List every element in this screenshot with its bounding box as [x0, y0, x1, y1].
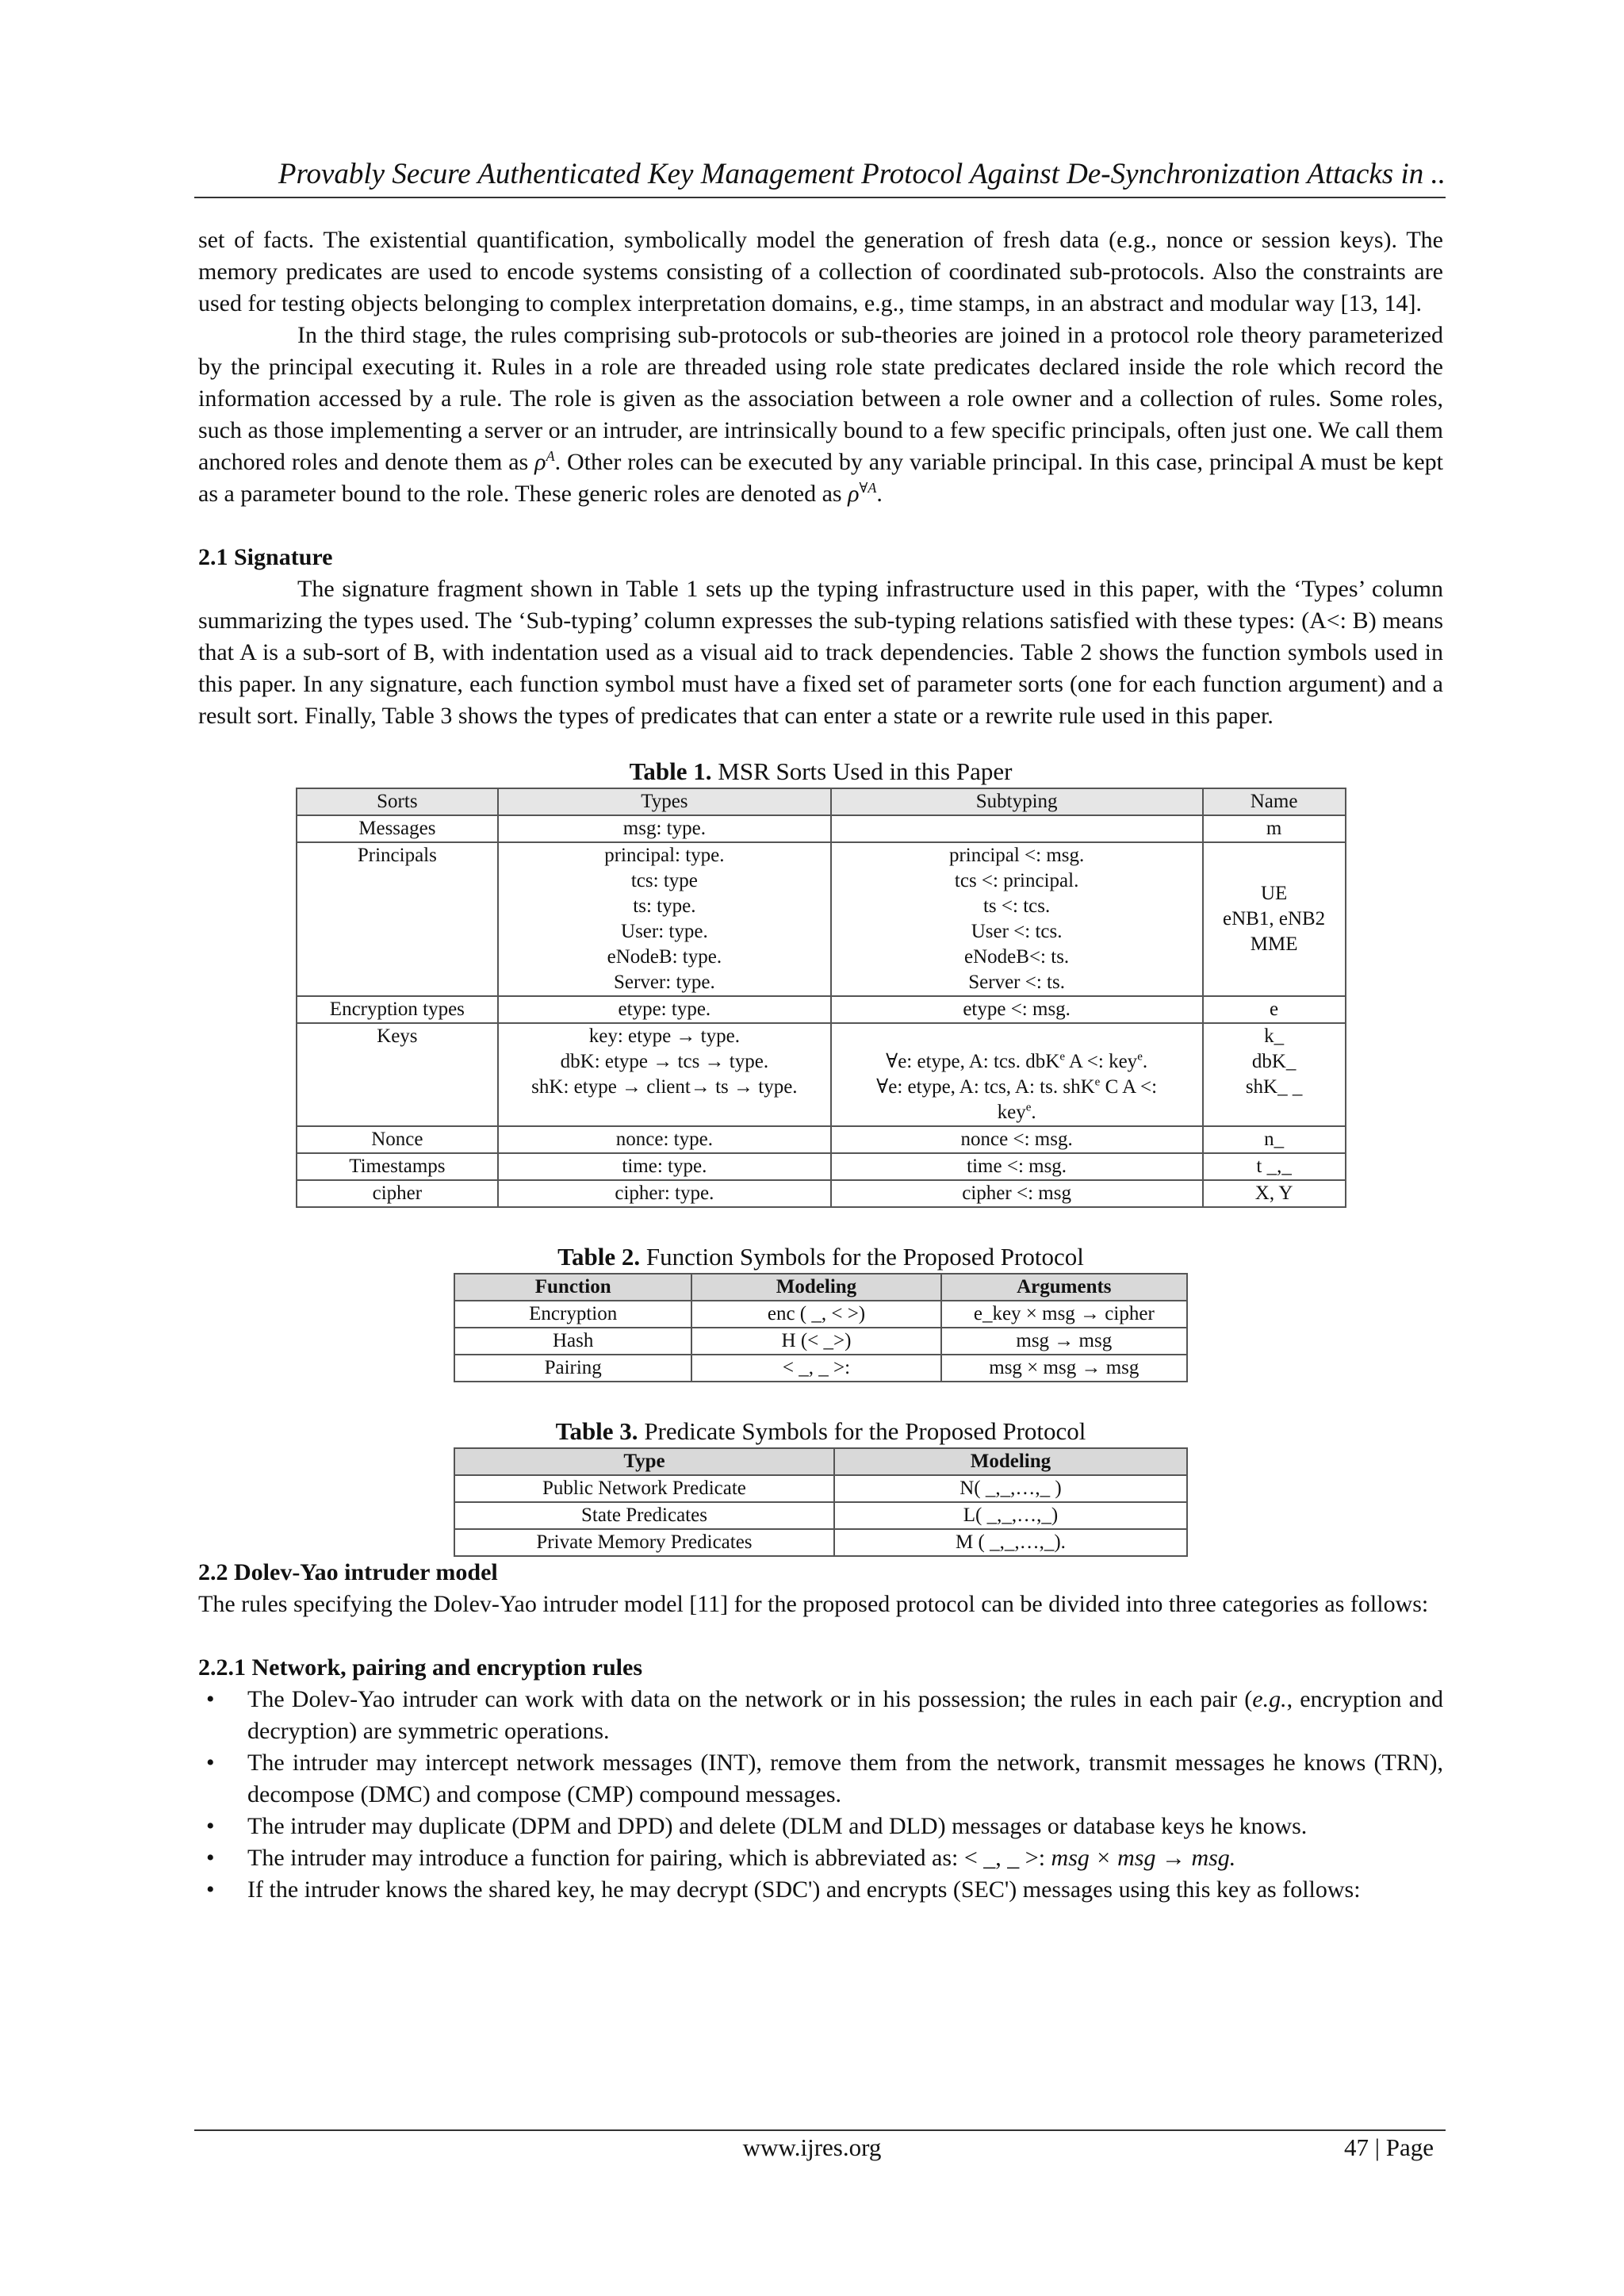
cell-line: Server <: ts.: [968, 972, 1065, 993]
table-1-header-types: Types: [498, 788, 830, 815]
list-item: • The intruder may intercept network messages (INT), remove them from the network, transmit messages he knows (TRN), decompose (DMC) and compose (CMP) compound messages.: [198, 1747, 1443, 1811]
section-heading-2-2: 2.2 Dolev-Yao intruder model: [198, 1559, 498, 1585]
table-cell: Principals: [297, 842, 499, 996]
cell-line: Server: type.: [614, 972, 715, 993]
table-cell: [1203, 1023, 1346, 1126]
page-number: 47 | Page: [1344, 2133, 1434, 2161]
cell-line: eNB1, eNB2: [1223, 908, 1326, 930]
table-cell: etype: type.: [498, 996, 830, 1023]
cell-fragment: .: [1142, 1051, 1148, 1072]
table-cell: Hash: [454, 1328, 691, 1355]
paragraph-2: [198, 320, 1443, 510]
rho-symbol: ρ: [534, 449, 546, 475]
table-1-header-row: [297, 788, 1346, 815]
cell-fragment: ∀e: etype, A: tcs. dbK: [886, 1051, 1060, 1072]
section-heading-2-1: 2.1 Signature: [198, 544, 333, 570]
table-cell: [831, 815, 1203, 842]
section-2-2-paragraph: The rules specifying the Dolev-Yao intruder model [11] for the proposed protocol can be divided into three categories as follows:: [198, 1591, 1429, 1617]
table-cell: t _,_: [1203, 1153, 1346, 1180]
cell-line: dbK: etype → tcs → type.: [560, 1051, 769, 1072]
table-cell: m: [1203, 815, 1346, 842]
cell-sup: e: [1059, 1050, 1065, 1064]
table-1-caption: [198, 756, 1443, 788]
table-cell: Keys: [297, 1023, 499, 1126]
table-1-caption-text: MSR Sorts Used in this Paper: [711, 757, 1013, 785]
cell-line: [835, 1075, 1199, 1100]
cell-line: k_: [1264, 1025, 1285, 1047]
table-1: [296, 788, 1346, 1208]
table-3-header-modeling: Modeling: [834, 1448, 1187, 1475]
list-item: • The intruder may duplicate (DPM and DPD) and delete (DLM and DLD) messages or database keys he knows.: [198, 1811, 1443, 1842]
table-cell: [498, 842, 830, 996]
table-cell: N( _,_,…,_ ): [834, 1475, 1187, 1502]
cell-sup: e: [1025, 1101, 1032, 1114]
cell-fragment: .: [1031, 1102, 1036, 1123]
table-cell: Encryption: [454, 1301, 691, 1328]
footer-url: www.ijres.org: [742, 2133, 882, 2161]
table-3-caption-label: Table 3.: [555, 1417, 638, 1445]
table-cell: Encryption types: [297, 996, 499, 1023]
cell-line: ts: type.: [633, 895, 696, 917]
table-2: [454, 1273, 1188, 1382]
table-cell: cipher <: msg: [831, 1180, 1203, 1207]
table-cell: [498, 1023, 830, 1126]
table-row: [454, 1502, 1187, 1529]
table-1-header-name: Name: [1203, 788, 1346, 815]
list-item: [198, 1684, 1443, 1747]
table-cell: Private Memory Predicates: [454, 1529, 834, 1556]
cell-line: principal: type.: [604, 845, 725, 866]
table-row: [297, 815, 1346, 842]
table-3-caption-text: Predicate Symbols for the Proposed Protocol: [638, 1417, 1086, 1445]
paragraph-2-end: .: [876, 481, 883, 507]
table-cell: Public Network Predicate: [454, 1475, 834, 1502]
table-cell: X, Y: [1203, 1180, 1346, 1207]
table-cell: msg: type.: [498, 815, 830, 842]
cell-fragment: A <: key: [1065, 1051, 1138, 1072]
table-2-header-function: Function: [454, 1274, 691, 1301]
cell-line: User: type.: [621, 921, 708, 942]
cell-sup: e: [1137, 1050, 1143, 1064]
bullet-list: [198, 1684, 1443, 1906]
cell-fragment: key: [997, 1102, 1026, 1123]
list-item-text: , encryption and decryption) are symmetric operations.: [247, 1686, 1443, 1744]
table-cell: H (< _>): [691, 1328, 940, 1355]
table-cell: Nonce: [297, 1126, 499, 1153]
rho-superscript-forall: ∀A: [859, 480, 877, 496]
table-row: [454, 1475, 1187, 1502]
table-cell: M ( _,_,…,_).: [834, 1529, 1187, 1556]
cell-line: [835, 1024, 1199, 1075]
table-2-caption-text: Function Symbols for the Proposed Protocol: [640, 1243, 1084, 1271]
cell-fragment: ∀e: etype, A: tcs, A: ts. shK: [876, 1076, 1095, 1098]
cell-line: dbK_: [1251, 1051, 1297, 1072]
table-1-header-subtyping: Subtyping: [831, 788, 1203, 815]
table-cell: Pairing: [454, 1355, 691, 1382]
table-cell: time <: msg.: [831, 1153, 1203, 1180]
table-cell: Messages: [297, 815, 499, 842]
table-cell: L( _,_,…,_): [834, 1502, 1187, 1529]
table-cell: [1203, 842, 1346, 996]
table-row: [297, 1023, 1346, 1126]
table-2-caption-label: Table 2.: [557, 1243, 641, 1271]
cell-line: shK: etype → client→ ts → type.: [531, 1076, 798, 1098]
list-item: [198, 1842, 1443, 1874]
cell-line: shK_ _: [1245, 1076, 1303, 1098]
cell-fragment: C A <:: [1100, 1076, 1158, 1098]
table-cell: msg × msg → msg: [941, 1355, 1187, 1382]
rho-superscript-a: A: [546, 448, 555, 464]
page-body: [198, 224, 1443, 1906]
table-row: [297, 1180, 1346, 1207]
table-cell: nonce: type.: [498, 1126, 830, 1153]
table-cell: Timestamps: [297, 1153, 499, 1180]
table-row: [454, 1529, 1187, 1556]
cell-line: tcs <: principal.: [954, 870, 1079, 891]
section-2-1-paragraph: The signature fragment shown in Table 1 sets up the typing infrastructure used in this paper, with the ‘Types’ column summarizing the types used. The ‘Sub-typing’ column expresses the sub-typing relations satisfied with these types: (A<: B) means that A is a sub-sort of B, with indentation used as a visual aid to track dependencies. Table 2 shows the function symbols used in this paper. In any signature, each function symbol must have a fixed set of parameter sorts (one for each function argument) and a result sort. Finally, Table 3 shows the types of predicates that can enter a state or a rewrite rule used in this paper.: [198, 576, 1443, 729]
table-cell: nonce <: msg.: [831, 1126, 1203, 1153]
running-header: Provably Secure Authenticated Key Management Protocol Against De-Synchronization Attacks in ..: [278, 158, 1446, 190]
table-2-caption: [198, 1241, 1443, 1273]
table-3-caption: [198, 1416, 1443, 1447]
cell-line: ts <: tcs.: [982, 895, 1051, 917]
list-item-emphasis: e.g.: [1252, 1686, 1287, 1712]
cell-line: User <: tcs.: [971, 921, 1063, 942]
table-2-header-arguments: Arguments: [941, 1274, 1187, 1301]
table-row: [297, 1126, 1346, 1153]
rho-symbol-2: ρ: [848, 481, 860, 507]
cell-line: eNodeB<: ts.: [964, 946, 1070, 968]
table-3-header-type: Type: [454, 1448, 834, 1475]
table-1-header-sorts: Sorts: [297, 788, 499, 815]
paragraph-2-text-a: In the third stage, the rules comprising sub-protocols or sub-theories are joined in a protocol role theory parameterized by the principal executing it. Rules in a role are threaded using role state predicates declared inside the role which record the information accessed by a rule. The role is given as the association between a role owner and a collection of rules. Some roles, such as those implementing a server or an intruder, are intrinsically bound to a few specific principals, often just one. We call them anchored roles and denote them as: [198, 322, 1443, 475]
table-cell: [831, 842, 1203, 996]
table-2-header-row: [454, 1274, 1187, 1301]
header-rule: [194, 197, 1446, 198]
cell-line: UE: [1260, 883, 1288, 904]
table-row: [454, 1355, 1187, 1382]
table-row: [297, 842, 1346, 996]
table-row: [297, 996, 1346, 1023]
table-cell: time: type.: [498, 1153, 830, 1180]
table-cell: [831, 1023, 1203, 1126]
list-item-text: The intruder may introduce a function for pairing, which is abbreviated as: < _, _ >:: [247, 1845, 1051, 1871]
table-cell: enc ( _, < >): [691, 1301, 940, 1328]
table-row: [297, 1153, 1346, 1180]
table-2-header-modeling: Modeling: [691, 1274, 940, 1301]
cell-sup: e: [1094, 1075, 1101, 1089]
table-cell: msg → msg: [941, 1328, 1187, 1355]
table-3-header-row: [454, 1448, 1187, 1475]
table-cell: n_: [1203, 1126, 1346, 1153]
section-heading-2-2-1: 2.2.1 Network, pairing and encryption rules: [198, 1654, 643, 1681]
table-row: [454, 1328, 1187, 1355]
cell-line: key: etype → type.: [588, 1025, 740, 1047]
table-3: [454, 1447, 1188, 1557]
cell-line: eNodeB: type.: [607, 946, 722, 968]
table-cell: < _, _ >:: [691, 1355, 940, 1382]
table-1-caption-label: Table 1.: [629, 757, 712, 785]
cell-line: MME: [1250, 933, 1298, 955]
paragraph-2-text-b: . Other roles can be executed by any variable principal. In this case, principal A must be kept as a parameter bound to the role. These generic roles are denoted as: [198, 449, 1443, 507]
list-item-text: The Dolev-Yao intruder can work with data on the network or in his possession; the rules in each pair (: [247, 1686, 1253, 1712]
table-cell: State Predicates: [454, 1502, 834, 1529]
list-item-emphasis: msg × msg → msg.: [1051, 1845, 1236, 1871]
footer-rule: [194, 2129, 1446, 2131]
paragraph-1: set of facts. The existential quantification, symbolically model the generation of fresh data (e.g., nonce or session keys). The memory predicates are used to encode systems consisting of a collection of coordinated sub-protocols. Also the constraints are used for testing objects belonging to complex interpretation domains, e.g., time stamps, in an abstract and modular way [13, 14].: [198, 227, 1443, 316]
cell-line: principal <: msg.: [948, 845, 1085, 866]
list-item: • If the intruder knows the shared key, he may decrypt (SDC') and encrypts (SEC') messages using this key as follows:: [198, 1874, 1443, 1906]
table-cell: etype <: msg.: [831, 996, 1203, 1023]
cell-line: [835, 1100, 1199, 1125]
table-row: [454, 1301, 1187, 1328]
table-cell: e_key × msg → cipher: [941, 1301, 1187, 1328]
cell-line: tcs: type: [630, 870, 698, 891]
table-cell: cipher: [297, 1180, 499, 1207]
table-cell: cipher: type.: [498, 1180, 830, 1207]
table-cell: e: [1203, 996, 1346, 1023]
